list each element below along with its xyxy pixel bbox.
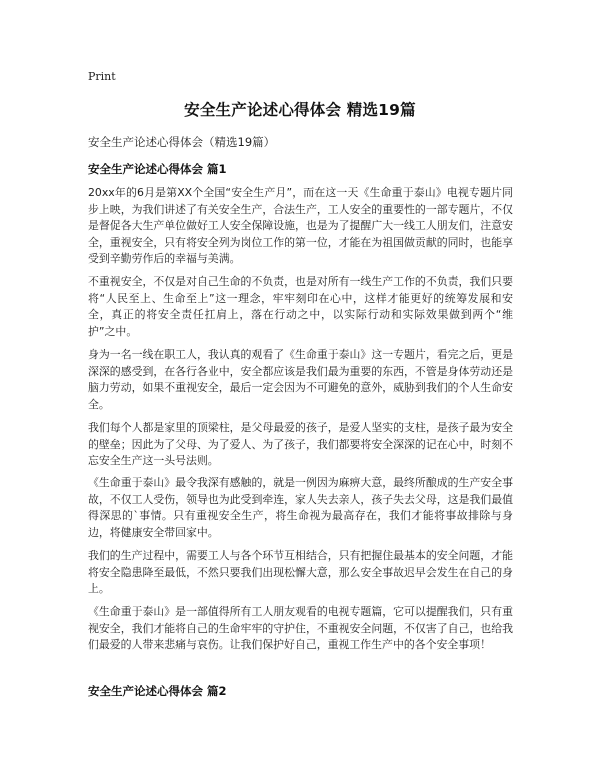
document-subtitle: 安全生产论述心得体会（精选19篇）: [88, 135, 276, 149]
print-link[interactable]: Print: [88, 70, 116, 83]
paragraph-6: 我们的生产过程中，需要工人与各个环节互相结合，只有把握住最基本的安全问题，才能将安全隐患降至最低，不然只要我们出现松懈大意，那么安全事故迟早会发生在自己的身上。: [88, 549, 513, 596]
paragraph-5: 《生命重于泰山》最令我深有感触的，就是一例因为麻痹大意，最终所酿成的生产安全事故，不仅工人受伤，领导也为此受到牵连，家人失去亲人，孩子失去父母，这是我们最值得深思的`事情。只有重视安全生产，将生命视为最高存在，我们才能将事故排除与身边，将健康安全带回家中。: [88, 476, 513, 539]
section-heading-2: 安全生产论述心得体会 篇2: [88, 684, 227, 698]
paragraph-4: 我们每个人都是家里的顶梁柱，是父母最爱的孩子，是爱人坚实的支柱，是孩子最为安全的壁垒；因此为了父母、为了爱人、为了孩子，我们都要将安全深深的记在心中，时刻不忘安全生产这一头号法则。: [88, 421, 513, 468]
paragraph-3: 身为一名一线在职工人，我认真的观看了《生命重于泰山》这一专题片，看完之后，更是深深的感受到，在各行各业中，安全都应该是我们最为重要的东西，不管是身体劳动还是脑力劳动，如果不重视安全，最后一定会因为不可避免的意外，威胁到我们的个人生命安全。: [88, 348, 513, 411]
paragraph-1: 20xx年的6月是第XX个全国“安全生产月”，而在这一天《生命重于泰山》电视专题片同步上映，为我们讲述了有关安全生产，合法生产，工人安全的重要性的一部专题片，不仅是督促各大生产单位做好工人安全保障设施，也是为了提醒广大一线工人朋友们，注意安全，重视安全，只有将安全列为岗位工作的第一位，才能在为祖国做贡献的同时，也能享受到辛勤劳作后的幸福与美满。: [88, 186, 513, 266]
page-title: 安全生产论述心得体会 精选19篇: [184, 101, 416, 119]
paragraph-2: 不重视安全，不仅是对自己生命的不负责，也是对所有一线生产工作的不负责，我们只要将“人民至上、生命至上”这一理念，牢牢刻印在心中，这样才能更好的统筹发展和安全，真正的将安全责任扛肩上，落在行动之中，以实际行动和实际效果做到两个“维护”之中。: [88, 275, 513, 338]
paragraph-7: 《生命重于泰山》是一部值得所有工人朋友观看的电视专题篇，它可以提醒我们，只有重视安全，我们才能将自己的生命牢牢的守护住，不重视安全问题，不仅害了自己，也给我们最爱的人带来悲痛与哀伤。让我们保护好自己，重视工作生产中的各个安全事项！: [88, 605, 513, 652]
section-heading-1: 安全生产论述心得体会 篇1: [88, 162, 227, 176]
